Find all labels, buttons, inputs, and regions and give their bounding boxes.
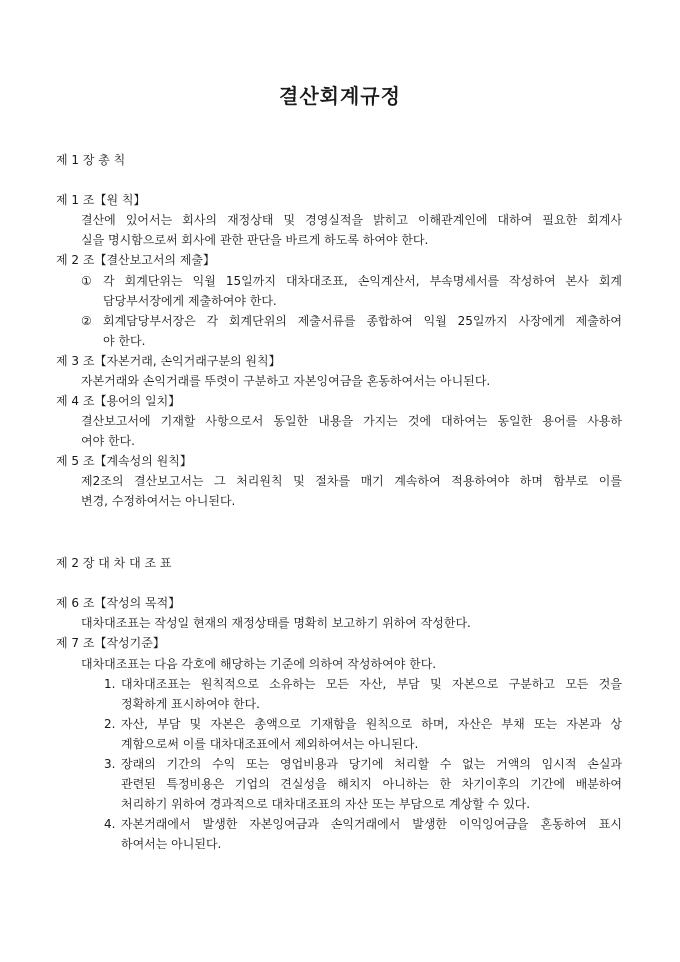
document-title: 결산회계규정 [279,84,401,108]
article-1-line-2: 실을 명시함으로써 회사에 관한 판단을 바르게 하도록 하여야 한다. [81,233,429,247]
article-7-heading: 제 7 조【작성기준】 [56,636,165,650]
article-7-item-1-line-1: 대차대조표는 원칙적으로 소유하는 모든 자산, 부담 및 자본으로 구분하고 모든 것을 [121,677,622,691]
article-7-item-3-line-3: 처리하기 위하여 경과적으로 대차대조표의 자산 또는 부담으로 계상할 수 있다. [121,797,531,811]
article-7-item-3-line-2: 관련된 특정비용은 기업의 견실성을 해치지 아니하는 한 차기이후의 기간에 배분하여 [121,777,622,791]
article-7-item-4-marker: 4. [104,817,116,831]
article-7-item-2-marker: 2. [104,717,116,731]
article-7-item-1-marker: 1. [104,677,116,691]
article-2-item-2-line-2: 야 한다. [103,334,146,348]
article-1-line-1: 결산에 있어서는 회사의 재정상태 및 경영실적을 밝히고 이해관계인에 대하여 필요한 회계사 [81,213,622,227]
article-2-heading: 제 2 조【결산보고서의 제출】 [56,253,215,267]
article-2-item-1-line-2: 담당부서장에게 제출하여야 한다. [103,294,277,308]
article-4-line-2: 여야 한다. [81,434,135,448]
article-7-item-4-line-1: 자본거래에서 발생한 자본잉여금과 손익거래에서 발생한 이익잉여금을 혼동하여 표시 [121,817,622,831]
article-4-heading: 제 4 조【용어의 일치】 [56,394,181,408]
article-1-heading: 제 1 조【원 칙】 [56,193,146,207]
article-7-item-2-line-1: 자산, 부담 및 자본은 총액으로 기재함을 원칙으로 하며, 자산은 부채 또는 자본과 상 [121,717,622,731]
article-4-line-1: 결산보고서에 기재할 사항으로서 동일한 내용을 가지는 것에 대하여는 동일한 용어를 사용하 [81,414,622,428]
article-2-item-1-marker: ① [81,274,92,288]
article-2-item-2-marker: ② [81,314,92,328]
article-7-item-3-line-1: 장래의 기간의 수익 또는 영업비용과 당기에 처리할 수 없는 거액의 임시적 손실과 [121,757,622,771]
article-6-heading: 제 6 조【작성의 목적】 [56,596,181,610]
article-5-line-1: 제2조의 결산보고서는 그 처리원칙 및 절차를 매기 계속하여 적용하여야 하며 함부로 이를 [81,474,622,488]
article-2-item-2-line-1: 회계담당부서장은 각 회계단위의 제출서류를 종합하여 익월 25일까지 사장에게 제출하여 [103,314,622,328]
article-5-heading: 제 5 조【계속성의 원칙】 [56,454,192,468]
article-6-line-1: 대차대조표는 작성일 현재의 재정상태를 명확히 보고하기 위하여 작성한다. [81,616,471,630]
article-7-item-1-line-2: 정확하게 표시하여야 한다. [121,697,260,711]
article-7-item-4-line-2: 하여서는 아니된다. [121,837,222,851]
article-7-item-2-line-2: 계함으로써 이를 대차대조표에서 제외하여서는 아니된다. [121,737,419,751]
article-2-item-1-line-1: 각 회계단위는 익월 15일까지 대차대조표, 손익계산서, 부속명세서를 작성하여 본사 회계 [103,274,622,288]
article-7-item-3-marker: 3. [104,757,116,771]
chapter-2-heading: 제 2 장 대 차 대 조 표 [56,556,172,570]
article-3-heading: 제 3 조【자본거래, 손익거래구분의 원칙】 [56,354,281,368]
article-5-line-2: 변경, 수정하여서는 아니된다. [81,494,236,508]
article-7-intro: 대차대조표는 다음 각호에 해당하는 기준에 의하여 작성하여야 한다. [81,657,437,671]
chapter-1-heading: 제 1 장 총 칙 [56,153,126,167]
article-3-line-1: 자본거래와 손익거래를 뚜렷이 구분하고 자본잉여금을 혼동하여서는 아니된다. [81,374,491,388]
